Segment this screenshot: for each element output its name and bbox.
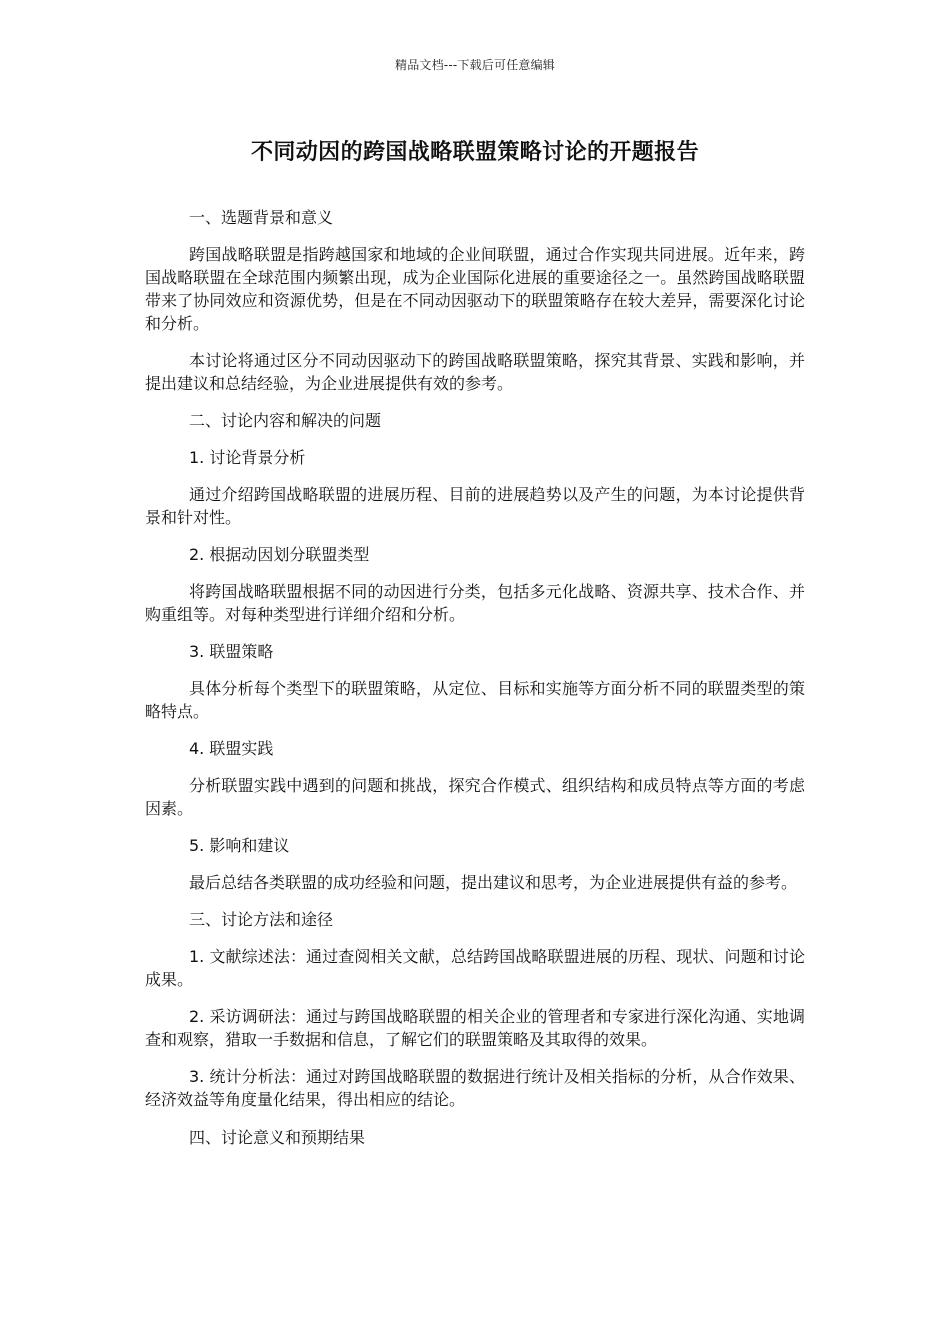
section-heading: 三、讨论方法和途径	[189, 910, 334, 929]
body-paragraph: 最后总结各类联盟的成功经验和问题，提出建议和思考，为企业进展提供有益的参考。	[189, 873, 798, 892]
section-heading: 四、讨论意义和预期结果	[189, 1128, 366, 1147]
body-paragraph: 跨国战略联盟是指跨越国家和地域的企业间联盟，通过合作实现共同进展。近年来，跨国战略联盟在全球范围内频繁出现，成为企业国际化进展的重要途径之一。虽然跨国战略联盟带来了协同效应和资源优势，但是在不同动因驱动下的联盟策略存在较大差异，需要深化讨论和分析。	[145, 245, 805, 333]
document-body	[145, 206, 805, 1149]
body-paragraph: 分析联盟实践中遇到的问题和挑战，探究合作模式、组织结构和成员特点等方面的考虑因素。	[145, 776, 805, 818]
section-heading: 一、选题背景和意义	[189, 208, 334, 227]
subheading: 4. 联盟实践	[189, 739, 274, 758]
method-item: 1. 文献综述法：通过查阅相关文献，总结跨国战略联盟进展的历程、现状、问题和讨论成果。	[145, 947, 805, 989]
document-title: 不同动因的跨国战略联盟策略讨论的开题报告	[250, 140, 699, 165]
subheading: 5. 影响和建议	[189, 836, 290, 855]
subheading: 3. 联盟策略	[189, 642, 274, 661]
subheading: 2. 根据动因划分联盟类型	[189, 545, 370, 564]
method-item: 2. 采访调研法：通过与跨国战略联盟的相关企业的管理者和专家进行深化沟通、实地调查和观察，猎取一手数据和信息，了解它们的联盟策略及其取得的效果。	[145, 1007, 805, 1049]
method-item: 3. 统计分析法：通过对跨国战略联盟的数据进行统计及相关指标的分析，从合作效果、经济效益等角度量化结果，得出相应的结论。	[145, 1067, 805, 1109]
body-paragraph: 本讨论将通过区分不同动因驱动下的跨国战略联盟策略，探究其背景、实践和影响，并提出建议和总结经验，为企业进展提供有效的参考。	[145, 351, 805, 393]
body-paragraph: 具体分析每个类型下的联盟策略，从定位、目标和实施等方面分析不同的联盟类型的策略特点。	[145, 679, 805, 721]
body-paragraph: 通过介绍跨国战略联盟的进展历程、目前的进展趋势以及产生的问题，为本讨论提供背景和针对性。	[145, 485, 805, 527]
body-paragraph: 将跨国战略联盟根据不同的动因进行分类，包括多元化战略、资源共享、技术合作、并购重组等。对每种类型进行详细介绍和分析。	[145, 582, 805, 624]
header-note: 精品文档---下载后可任意编辑	[395, 58, 555, 72]
subheading: 1. 讨论背景分析	[189, 448, 306, 467]
section-heading: 二、讨论内容和解决的问题	[189, 411, 382, 430]
